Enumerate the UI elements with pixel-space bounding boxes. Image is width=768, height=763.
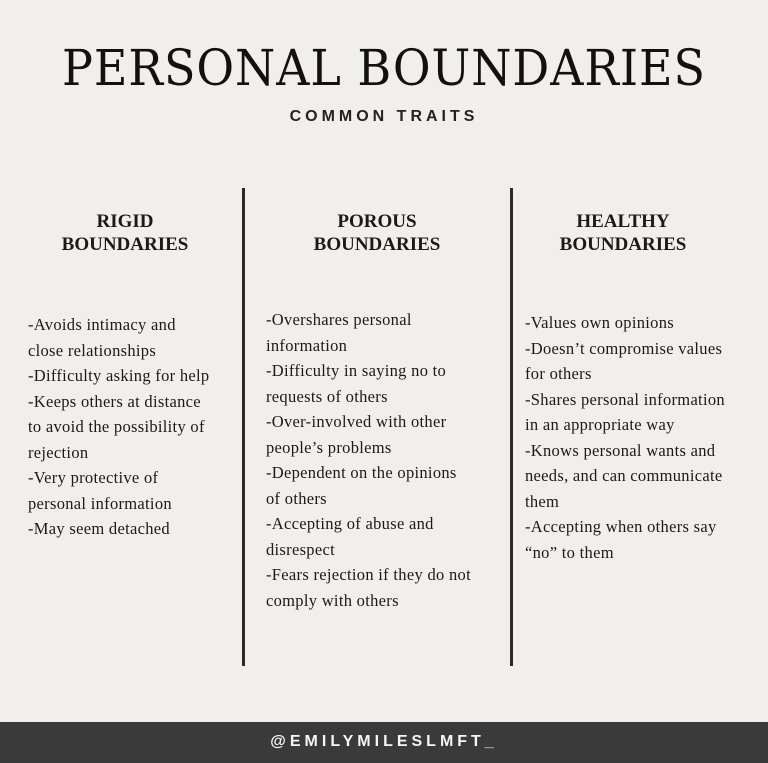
list-item: requests of others	[266, 386, 388, 406]
list-item: -Knows personal wants and	[525, 440, 716, 460]
porous-heading-line1: POROUS	[337, 211, 417, 232]
healthy-column-heading	[518, 210, 728, 256]
list-item: -Shares personal information	[525, 389, 725, 409]
list-item: in an appropriate way	[525, 415, 675, 434]
page-title: PERSONAL BOUNDARIES	[62, 39, 706, 97]
list-item: -Dependent on the opinions	[266, 463, 457, 482]
list-item: -Difficulty asking for help	[28, 366, 210, 385]
list-item: personal information	[28, 493, 172, 513]
list-item: rejection	[28, 442, 89, 462]
healthy-traits-list	[525, 310, 765, 565]
list-item: -Keeps others at distance	[28, 391, 201, 411]
list-item: -Overshares personal	[266, 310, 412, 329]
list-item: of others	[266, 488, 327, 508]
porous-column-heading	[272, 210, 482, 256]
list-item: -Fears rejection if they do not	[266, 565, 471, 584]
rigid-traits-list	[28, 312, 242, 542]
list-item: them	[525, 491, 560, 511]
list-item: -May seem detached	[28, 519, 170, 538]
list-item: -Very protective of	[28, 468, 159, 487]
list-item: -Over-involved with other	[266, 412, 447, 431]
healthy-heading-line1: HEALTHY	[576, 211, 670, 232]
porous-heading-line2: BOUNDARIES	[313, 234, 441, 255]
list-item: for others	[525, 364, 592, 383]
list-item: -Avoids intimacy and	[28, 315, 176, 334]
list-item: -Accepting of abuse and	[266, 514, 434, 533]
column-divider-left	[242, 188, 245, 666]
list-item: disrespect	[266, 539, 335, 559]
rigid-heading-line1: RIGID	[96, 211, 154, 232]
column-divider-right	[510, 188, 513, 666]
list-item: needs, and can communicate	[525, 466, 723, 485]
footer-bar	[0, 722, 768, 763]
list-item: people’s problems	[266, 437, 392, 457]
list-item: to avoid the possibility of	[28, 417, 205, 436]
rigid-column-heading	[20, 210, 230, 256]
page-subtitle: COMMON TRAITS	[289, 108, 479, 125]
list-item: close relationships	[28, 340, 157, 360]
list-item: -Accepting when others say	[525, 517, 717, 536]
list-item: comply with others	[266, 590, 399, 610]
healthy-heading-line2: BOUNDARIES	[559, 234, 687, 255]
porous-traits-list	[266, 307, 506, 613]
rigid-heading-line2: BOUNDARIES	[61, 234, 189, 255]
list-item: -Difficulty in saying no to	[266, 361, 447, 380]
list-item: -Doesn’t compromise values	[525, 338, 723, 358]
list-item: -Values own opinions	[525, 313, 674, 332]
author-handle: @EMILYMILESLMFT_	[270, 733, 498, 750]
list-item: “no” to them	[525, 542, 614, 562]
list-item: information	[266, 335, 348, 355]
